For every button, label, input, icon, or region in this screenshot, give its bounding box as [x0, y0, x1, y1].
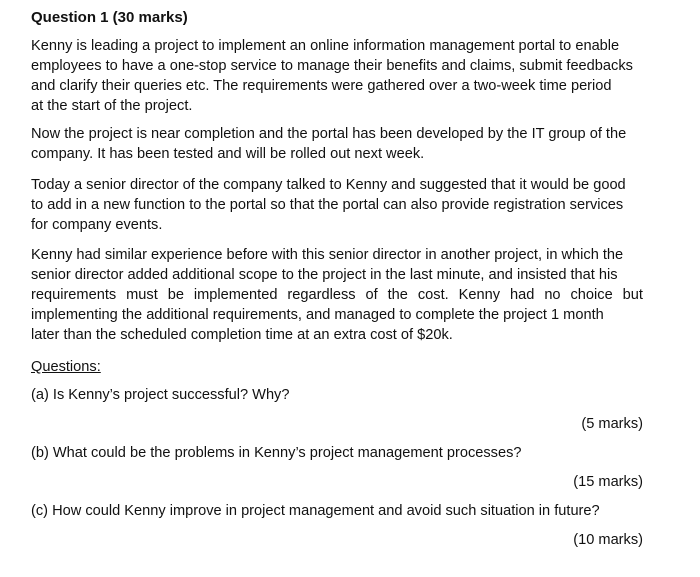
question-c: (c) How could Kenny improve in project management and avoid such situation in future?: [31, 503, 600, 519]
paragraph-line: to add in a new function to the portal so that the portal can also provide registration services: [31, 197, 624, 213]
paragraph-line: later than the scheduled completion time at an extra cost of $20k.: [31, 327, 453, 343]
paragraph-line: company. It has been tested and will be rolled out next week.: [31, 146, 425, 162]
word: but: [622, 287, 643, 303]
question-a: (a) Is Kenny’s project successful? Why?: [31, 387, 290, 403]
paragraph-line: and clarify their queries etc. The requirements were gathered over a two-week time period: [31, 78, 612, 94]
paragraph-past-experience: [31, 245, 643, 345]
word: choice: [570, 287, 613, 303]
paragraph-project-background: [31, 36, 643, 116]
word: regardless: [287, 287, 356, 303]
word: implemented: [193, 287, 278, 303]
question-b-marks: (15 marks): [573, 474, 643, 490]
paragraph-line: Kenny is leading a project to implement an online information management portal to enable: [31, 38, 620, 54]
paragraph-line: for company events.: [31, 217, 163, 233]
question-c-marks: (10 marks): [573, 532, 643, 548]
word: no: [544, 287, 561, 303]
question-a-marks: (5 marks): [581, 416, 643, 432]
paragraph-line-justified: [31, 285, 643, 305]
paragraph-project-status: [31, 124, 643, 164]
paragraph-line: Now the project is near completion and the portal has been developed by the IT group of the: [31, 126, 627, 142]
paragraph-line: Today a senior director of the company talked to Kenny and suggested that it would be good: [31, 177, 626, 193]
question-title: Question 1 (30 marks): [31, 9, 188, 26]
word: must: [126, 287, 158, 303]
question-b: (b) What could be the problems in Kenny’s project management processes?: [31, 445, 522, 461]
word: had: [510, 287, 535, 303]
paragraph-director-request: [31, 175, 643, 235]
paragraph-line: Kenny had similar experience before with this senior director in another project, in which the: [31, 247, 624, 263]
word: Kenny: [458, 287, 501, 303]
questions-heading: Questions:: [31, 359, 101, 375]
word: requirements: [31, 287, 117, 303]
paragraph-line: implementing the additional requirements, and managed to complete the project 1 month: [31, 307, 604, 323]
word: of: [365, 287, 378, 303]
word: cost.: [417, 287, 449, 303]
paragraph-line: at the start of the project.: [31, 98, 193, 114]
paragraph-line: employees to have a one-stop service to manage their benefits and claims, submit feedbacks: [31, 58, 633, 74]
word: be: [167, 287, 184, 303]
word: the: [387, 287, 408, 303]
paragraph-line: senior director added additional scope to the project in the last minute, and insisted that his: [31, 267, 618, 283]
